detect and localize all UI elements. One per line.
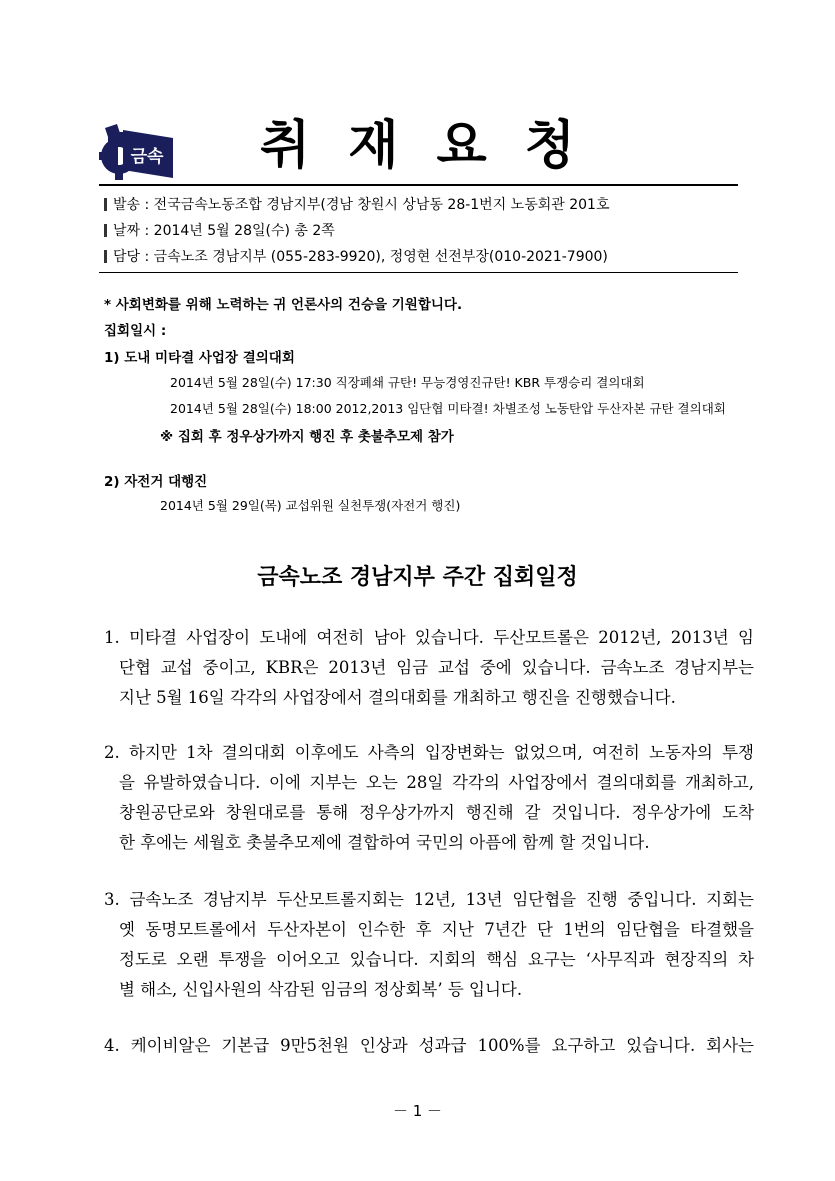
paragraph-line: 3. 금속노조 경남지부 두산모트롤지회는 12년, 13년 임단협을 진행 중입니다. 지회는 bbox=[104, 890, 754, 909]
item1-title: 1) 도내 미타결 사업장 결의대회 bbox=[104, 350, 295, 366]
paragraph-line: 별 해소, 신입사원의 삭감된 임금의 정상회복’ 등 입니다. bbox=[119, 980, 523, 999]
paragraph-line: 2. 하지만 1차 결의대회 이후에도 사측의 입장변화는 없었으며, 여전히 노동자의 투쟁 bbox=[104, 743, 754, 762]
press-info bbox=[104, 192, 744, 270]
paragraph-1 bbox=[104, 623, 754, 713]
sender-value: 전국금속노동조합 경남지부(경남 창원시 상남동 28-1번지 노동회관 201호 bbox=[153, 197, 610, 213]
greeting: * 사회변화를 위해 노력하는 귀 언론사의 건승을 기원합니다. bbox=[104, 297, 463, 313]
paragraph-line: 정도로 오랜 투쟁을 이어오고 있습니다. 지회의 핵심 요구는 ‘사무직과 현장직의 차 bbox=[119, 950, 754, 969]
paragraph-line: 옛 동명모트롤에서 두산자본이 인수한 후 지난 7년간 단 1번의 임단협을 타결했을 bbox=[119, 920, 754, 939]
page-number: － 1 － bbox=[392, 1102, 443, 1120]
date-label: 날짜 : bbox=[113, 223, 154, 239]
paragraph-4 bbox=[104, 1031, 754, 1061]
section-title: 금속노조 경남지부 주간 집회일정 bbox=[257, 565, 578, 590]
sender-label: 발송 : bbox=[113, 197, 154, 213]
contact-label: 담당 : bbox=[113, 249, 154, 265]
bullet-bar bbox=[104, 198, 107, 211]
item2-title: 2) 자전거 대행진 bbox=[104, 474, 208, 490]
logo-text: 금속 bbox=[130, 147, 164, 167]
body-text bbox=[104, 623, 754, 1083]
paragraph-line: 단협 교섭 중이고, KBR은 2013년 임금 교섭 중에 있습니다. 금속노조 경남지부는 bbox=[119, 658, 754, 677]
date-row bbox=[104, 218, 744, 244]
paragraph-line: 을 유발하였습니다. 이에 지부는 오는 28일 각각의 사업장에서 결의대회를 개최하고, bbox=[119, 773, 754, 792]
paragraph-line: 한 후에는 세월호 촛불추모제에 결합하여 국민의 아픔에 함께 할 것입니다. bbox=[119, 833, 650, 852]
title-divider bbox=[99, 184, 738, 186]
bullet-bar bbox=[104, 224, 107, 237]
date-value: 2014년 5월 28일(수) 총 2쪽 bbox=[153, 223, 335, 239]
item2-line1: 2014년 5월 29일(목) 교섭위원 실천투쟁(자전거 행진) bbox=[160, 498, 461, 513]
paragraph-line: 1. 미타결 사업장이 도내에 여전히 남아 있습니다. 두산모트롤은 2012년, 2013년 임 bbox=[104, 628, 754, 647]
sender-row bbox=[104, 192, 744, 218]
item1-note: ※ 집회 후 정우상가까지 행진 후 촛불추모제 참가 bbox=[160, 429, 454, 445]
paragraph-line: 4. 케이비알은 기본급 9만5천원 인상과 성과급 100%를 요구하고 있습니다. 회사는 bbox=[104, 1036, 754, 1055]
paragraph-2 bbox=[104, 738, 754, 858]
paragraph-line: 창원공단로와 창원대로를 통해 정우상가까지 행진해 갈 것입니다. 정우상가에 도착 bbox=[119, 803, 754, 822]
bullet-bar bbox=[104, 250, 107, 263]
item1-line1: 2014년 5월 28일(수) 17:30 직장폐쇄 규탄! 무능경영진규탄! KBR 투쟁승리 결의대회 bbox=[170, 375, 645, 390]
page-title: 취재요청 bbox=[260, 116, 613, 176]
contact-row bbox=[104, 244, 744, 270]
schedule-label: 집회일시 : bbox=[104, 323, 167, 339]
paragraph-3 bbox=[104, 885, 754, 1005]
info-divider bbox=[99, 272, 738, 273]
paragraph-line: 지난 5월 16일 각각의 사업장에서 결의대회를 개최하고 행진을 진행했습니다. bbox=[119, 688, 676, 707]
item1-line2: 2014년 5월 28일(수) 18:00 2012,2013 임단협 미타결! 차별조성 노동탄압 두산자본 규탄 결의대회 bbox=[170, 401, 726, 416]
contact-value: 금속노조 경남지부 (055-283-9920), 정영현 선전부장(010-2021-7900) bbox=[153, 249, 608, 265]
